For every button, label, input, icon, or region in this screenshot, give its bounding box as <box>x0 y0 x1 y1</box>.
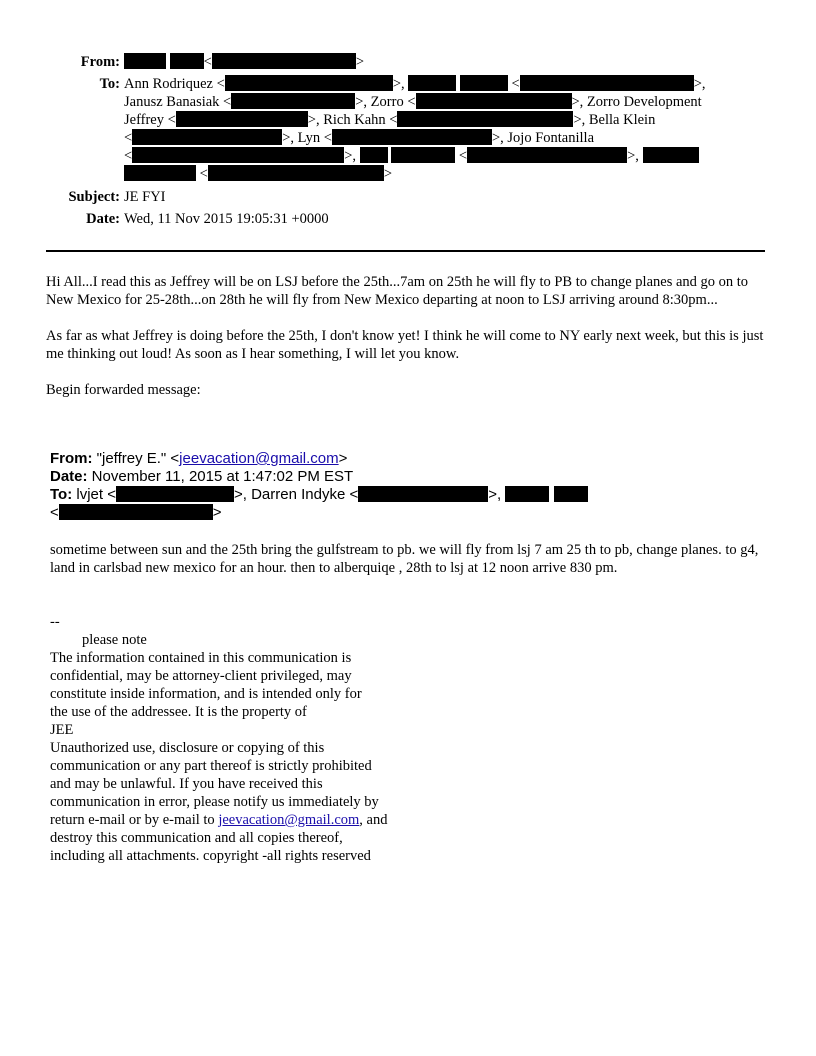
redaction <box>460 75 508 91</box>
subject-row <box>0 188 816 206</box>
fwd-date-row: Date: November 11, 2015 at 1:47:02 PM EST <box>50 468 354 485</box>
redaction <box>116 486 234 502</box>
fwd-to-row-cont: < > <box>50 504 222 521</box>
redaction <box>358 486 488 502</box>
redaction <box>59 504 213 520</box>
redaction <box>132 147 344 163</box>
from-label: From: <box>80 54 120 70</box>
to-label: To: <box>99 76 120 92</box>
to-value: Ann Rodriquez < >, < >, Janusz Banasiak < >, Zorro < >, Zorro Development Jeffrey < >, Rich Kahn < >, Bella Klein < >, Lyn < >, Jojo Fontanilla < >, < >, < > <box>124 76 706 182</box>
redaction <box>397 111 573 127</box>
redaction <box>360 147 388 163</box>
redaction <box>332 129 492 145</box>
redaction <box>391 147 455 163</box>
subject-label: Subject: <box>68 189 120 205</box>
message-body <box>46 273 771 417</box>
fwd-from-row: From: "jeffrey E." <jeevacation@gmail.com> <box>50 450 348 467</box>
from-row <box>0 53 816 71</box>
redaction <box>505 486 549 502</box>
redaction <box>416 93 572 109</box>
email-link[interactable]: jeevacation@gmail.com <box>179 450 339 467</box>
paragraph: Begin forwarded message: <box>46 382 201 398</box>
email-link[interactable]: jeevacation@gmail.com <box>218 812 360 828</box>
redaction <box>554 486 588 502</box>
redaction <box>208 165 384 181</box>
fwd-to-row: To: lvjet < >, Darren Indyke < >, <box>50 486 750 504</box>
paragraph: Hi All...I read this as Jeffrey will be on LSJ before the 25th...7am on 25th he will fly to PB to change planes and go on to New Mexico for 25-28th...on 28th he will fly from New Mexico departing at noon to LSJ arriving around 8:30pm... <box>46 274 749 308</box>
date-value: Wed, 11 Nov 2015 19:05:31 +0000 <box>124 211 329 227</box>
date-row <box>0 210 816 228</box>
redaction <box>176 111 308 127</box>
subject-value: JE FYI <box>124 189 166 205</box>
redaction <box>467 147 627 163</box>
redaction <box>520 75 694 91</box>
forwarded-message: sometime between sun and the 25th bring the gulfstream to pb. we will fly from lsj 7 am 25 th to pb, change planes. to g4, land in carlsbad new mexico for an hour. then to alberquiqe , 28th to lsj at 12 noon arrive 830 pm. <box>50 542 759 576</box>
redaction <box>408 75 456 91</box>
email-header <box>0 53 816 228</box>
redaction <box>212 53 356 69</box>
paragraph: As far as what Jeffrey is doing before the 25th, I don't know yet! I think he will come to NY early next week, but this is just me thinking out loud! As soon as I hear something, I will let you know. <box>46 328 764 362</box>
date-label: Date: <box>86 211 120 227</box>
to-row <box>0 75 816 183</box>
from-value: < > <box>124 53 764 71</box>
redaction <box>170 53 204 69</box>
forwarded-header <box>50 450 750 522</box>
redaction <box>225 75 393 91</box>
header-divider <box>46 250 765 252</box>
signature-disclaimer: -- please note The information contained in this communication is confidential, may be attorney-client privileged, may constitute inside information, and is intended only for the use of the addressee. It is the property of JEE Unauthorized use, disclosure or copying of this communication or any part thereof is strictly prohibited and may be unlawful. If you have received this communication in error, please notify us immediately by return e-mail or by e-mail to jeevacation@gmail.com, and destroy this communication and all copies thereof, including all attachments. copyright -all rights reserved <box>50 614 388 864</box>
redaction <box>643 147 699 163</box>
redaction <box>124 165 196 181</box>
redaction <box>124 53 166 69</box>
redaction <box>231 93 355 109</box>
redaction <box>132 129 282 145</box>
